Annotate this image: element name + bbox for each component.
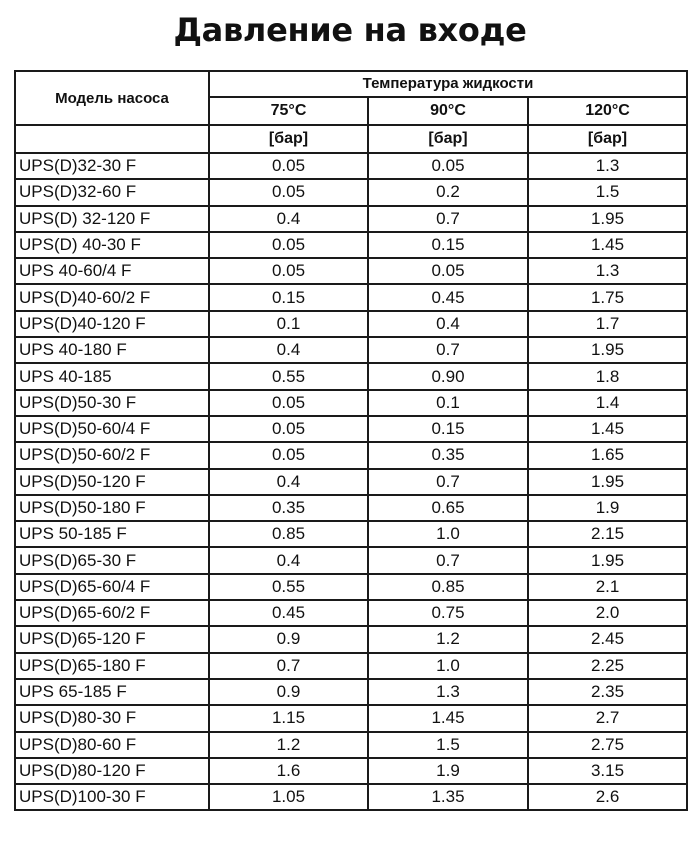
cell-model: UPS 65-185 F	[15, 679, 209, 705]
cell-pressure-75c: 1.05	[209, 784, 368, 810]
cell-model: UPS(D)32-30 F	[15, 153, 209, 179]
cell-model: UPS(D)80-30 F	[15, 705, 209, 731]
cell-pressure-120c: 2.7	[528, 705, 687, 731]
cell-model: UPS(D)65-60/2 F	[15, 600, 209, 626]
cell-pressure-90c: 1.5	[368, 732, 528, 758]
table-row	[15, 442, 687, 468]
cell-model: UPS(D)50-30 F	[15, 390, 209, 416]
cell-pressure-75c: 0.85	[209, 521, 368, 547]
cell-model: UPS(D)100-30 F	[15, 784, 209, 810]
cell-pressure-90c: 1.3	[368, 679, 528, 705]
cell-model: UPS(D)50-120 F	[15, 469, 209, 495]
cell-pressure-90c: 0.4	[368, 311, 528, 337]
cell-model: UPS(D)65-120 F	[15, 626, 209, 652]
cell-pressure-90c: 1.9	[368, 758, 528, 784]
unit-label-120c: [бар]	[528, 125, 687, 153]
cell-pressure-90c: 0.7	[368, 206, 528, 232]
cell-pressure-75c: 1.6	[209, 758, 368, 784]
cell-pressure-120c: 1.5	[528, 179, 687, 205]
cell-model: UPS 40-180 F	[15, 337, 209, 363]
cell-pressure-75c: 0.05	[209, 442, 368, 468]
table-row	[15, 653, 687, 679]
cell-pressure-75c: 0.15	[209, 284, 368, 310]
cell-pressure-75c: 0.9	[209, 626, 368, 652]
cell-model: UPS(D)80-60 F	[15, 732, 209, 758]
table-row	[15, 311, 687, 337]
cell-pressure-90c: 0.2	[368, 179, 528, 205]
table-row	[15, 206, 687, 232]
cell-pressure-90c: 0.45	[368, 284, 528, 310]
cell-pressure-75c: 0.05	[209, 416, 368, 442]
table-row	[15, 521, 687, 547]
cell-pressure-75c: 0.05	[209, 179, 368, 205]
cell-pressure-90c: 1.0	[368, 521, 528, 547]
column-header-120c: 120°C	[528, 97, 687, 125]
unit-label-75c: [бар]	[209, 125, 368, 153]
cell-model: UPS(D)40-120 F	[15, 311, 209, 337]
cell-pressure-90c: 1.35	[368, 784, 528, 810]
table-row	[15, 179, 687, 205]
cell-pressure-90c: 0.35	[368, 442, 528, 468]
cell-model: UPS(D) 40-30 F	[15, 232, 209, 258]
cell-pressure-90c: 0.7	[368, 469, 528, 495]
column-header-75c: 75°C	[209, 97, 368, 125]
column-header-90c: 90°C	[368, 97, 528, 125]
cell-pressure-75c: 0.4	[209, 337, 368, 363]
table-row	[15, 363, 687, 389]
table-header	[15, 71, 687, 153]
page-title: Давление на входе	[173, 11, 527, 49]
cell-pressure-75c: 0.4	[209, 547, 368, 573]
cell-pressure-75c: 0.05	[209, 232, 368, 258]
cell-pressure-75c: 0.05	[209, 153, 368, 179]
table-row	[15, 469, 687, 495]
cell-pressure-90c: 1.0	[368, 653, 528, 679]
cell-model: UPS(D)50-180 F	[15, 495, 209, 521]
cell-pressure-75c: 0.05	[209, 258, 368, 284]
table-row	[15, 574, 687, 600]
cell-pressure-90c: 0.7	[368, 337, 528, 363]
cell-pressure-120c: 1.7	[528, 311, 687, 337]
cell-pressure-90c: 0.05	[368, 153, 528, 179]
cell-model: UPS(D)50-60/2 F	[15, 442, 209, 468]
cell-pressure-120c: 1.8	[528, 363, 687, 389]
cell-pressure-120c: 2.25	[528, 653, 687, 679]
cell-pressure-120c: 3.15	[528, 758, 687, 784]
table-row	[15, 232, 687, 258]
table-row	[15, 758, 687, 784]
cell-pressure-120c: 1.9	[528, 495, 687, 521]
table-row	[15, 679, 687, 705]
table-row	[15, 153, 687, 179]
cell-pressure-75c: 0.1	[209, 311, 368, 337]
table-row	[15, 705, 687, 731]
cell-model: UPS(D)40-60/2 F	[15, 284, 209, 310]
cell-pressure-90c: 0.75	[368, 600, 528, 626]
cell-pressure-75c: 0.9	[209, 679, 368, 705]
cell-pressure-75c: 1.15	[209, 705, 368, 731]
unit-label-90c: [бар]	[368, 125, 528, 153]
cell-pressure-75c: 0.35	[209, 495, 368, 521]
header-row-temperature	[15, 71, 687, 97]
cell-pressure-120c: 1.45	[528, 232, 687, 258]
cell-model: UPS 40-185	[15, 363, 209, 389]
cell-pressure-75c: 0.55	[209, 574, 368, 600]
cell-pressure-120c: 1.95	[528, 547, 687, 573]
cell-pressure-120c: 2.35	[528, 679, 687, 705]
table-row	[15, 258, 687, 284]
cell-pressure-75c: 0.7	[209, 653, 368, 679]
cell-pressure-90c: 0.85	[368, 574, 528, 600]
cell-pressure-120c: 2.15	[528, 521, 687, 547]
cell-pressure-90c: 1.2	[368, 626, 528, 652]
cell-pressure-90c: 0.7	[368, 547, 528, 573]
cell-model: UPS 50-185 F	[15, 521, 209, 547]
cell-pressure-120c: 2.6	[528, 784, 687, 810]
cell-pressure-90c: 0.1	[368, 390, 528, 416]
table-row	[15, 626, 687, 652]
cell-pressure-90c: 1.45	[368, 705, 528, 731]
cell-model: UPS(D)65-30 F	[15, 547, 209, 573]
cell-pressure-90c: 0.15	[368, 232, 528, 258]
cell-pressure-75c: 0.45	[209, 600, 368, 626]
inlet-pressure-table	[14, 70, 688, 811]
cell-model: UPS(D)65-60/4 F	[15, 574, 209, 600]
table-row	[15, 390, 687, 416]
cell-pressure-120c: 1.3	[528, 258, 687, 284]
cell-pressure-75c: 0.05	[209, 390, 368, 416]
column-header-temperature: Температура жидкости	[209, 71, 687, 97]
cell-pressure-90c: 0.90	[368, 363, 528, 389]
cell-pressure-75c: 0.4	[209, 469, 368, 495]
cell-pressure-120c: 1.75	[528, 284, 687, 310]
cell-pressure-120c: 1.45	[528, 416, 687, 442]
cell-model: UPS(D) 32-120 F	[15, 206, 209, 232]
cell-pressure-90c: 0.65	[368, 495, 528, 521]
table-row	[15, 547, 687, 573]
cell-pressure-120c: 1.95	[528, 206, 687, 232]
cell-pressure-120c: 2.1	[528, 574, 687, 600]
cell-pressure-75c: 1.2	[209, 732, 368, 758]
units-blank-cell	[15, 125, 209, 153]
column-header-model: Модель насоса	[15, 71, 209, 125]
table-row	[15, 600, 687, 626]
cell-pressure-75c: 0.55	[209, 363, 368, 389]
cell-pressure-120c: 2.45	[528, 626, 687, 652]
table-row	[15, 416, 687, 442]
cell-model: UPS(D)80-120 F	[15, 758, 209, 784]
cell-model: UPS(D)50-60/4 F	[15, 416, 209, 442]
table-row	[15, 495, 687, 521]
table-body	[15, 153, 687, 810]
cell-pressure-120c: 1.3	[528, 153, 687, 179]
table-row	[15, 784, 687, 810]
cell-pressure-120c: 1.4	[528, 390, 687, 416]
header-row-units	[15, 125, 687, 153]
cell-model: UPS(D)65-180 F	[15, 653, 209, 679]
cell-model: UPS 40-60/4 F	[15, 258, 209, 284]
cell-pressure-120c: 2.75	[528, 732, 687, 758]
cell-pressure-120c: 1.95	[528, 469, 687, 495]
cell-pressure-120c: 1.65	[528, 442, 687, 468]
cell-pressure-90c: 0.15	[368, 416, 528, 442]
cell-pressure-90c: 0.05	[368, 258, 528, 284]
table-row	[15, 337, 687, 363]
cell-pressure-120c: 2.0	[528, 600, 687, 626]
table-row	[15, 284, 687, 310]
cell-pressure-75c: 0.4	[209, 206, 368, 232]
table-row	[15, 732, 687, 758]
cell-pressure-120c: 1.95	[528, 337, 687, 363]
cell-model: UPS(D)32-60 F	[15, 179, 209, 205]
